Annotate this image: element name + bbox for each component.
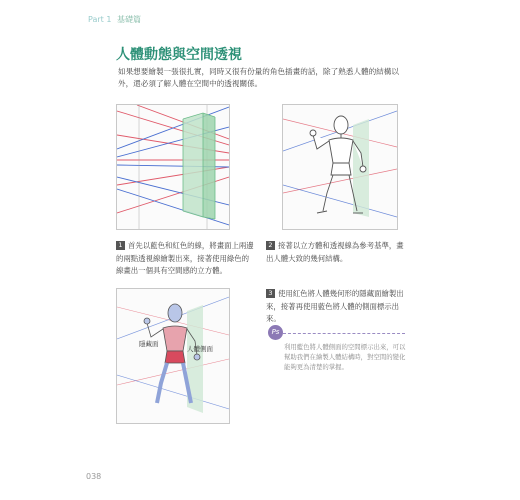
step-2-text: 接著以立方體和透視線為參考基準，畫出人體大致的幾何結構。 — [266, 241, 404, 263]
page-number: 038 — [86, 472, 102, 481]
section-title: 人體動態與空間透視 — [116, 47, 242, 63]
step-3-caption — [266, 288, 406, 326]
step-1-text: 首先以藍色和紅色的線，將畫面上兩邊的兩點透視線繪製出來，接著使用綠色的線畫出一個具有空間感的立方體。 — [116, 241, 254, 275]
label-hidden-face: 隱藏面 — [139, 340, 159, 348]
ps-note-text: 利用藍色將人體側面的空間標示出來，可以幫助我們在繪製人體結構時，對空間的變化能夠更為清楚的掌握。 — [284, 343, 406, 371]
ps-note-icon: Ps — [268, 325, 283, 340]
step-2-number: 2 — [266, 241, 275, 250]
part-label: Part 1 — [88, 15, 112, 24]
figure-perspective-cube — [116, 104, 230, 230]
figure-colored-body — [116, 288, 230, 424]
step-2-caption — [266, 240, 406, 265]
step-3-text: 使用紅色將人體幾何形的隱藏面繪製出來，接著再使用藍色將人體的側面標示出來。 — [266, 289, 404, 323]
chapter-label: 基礎篇 — [116, 15, 141, 24]
running-header — [88, 14, 141, 25]
label-side-face: 人體側面 — [187, 345, 213, 353]
figure-geometric-body — [282, 104, 398, 230]
step-3-number: 3 — [266, 289, 275, 298]
step-1-caption — [116, 240, 256, 278]
ps-divider — [283, 333, 405, 334]
intro-paragraph: 如果想要繪製一張很扎實，同時又很有份量的角色插畫的話，除了熟悉人體的結構以外，還必須了解人體在空間中的透視關係。 — [118, 67, 399, 88]
step-1-number: 1 — [116, 241, 125, 250]
